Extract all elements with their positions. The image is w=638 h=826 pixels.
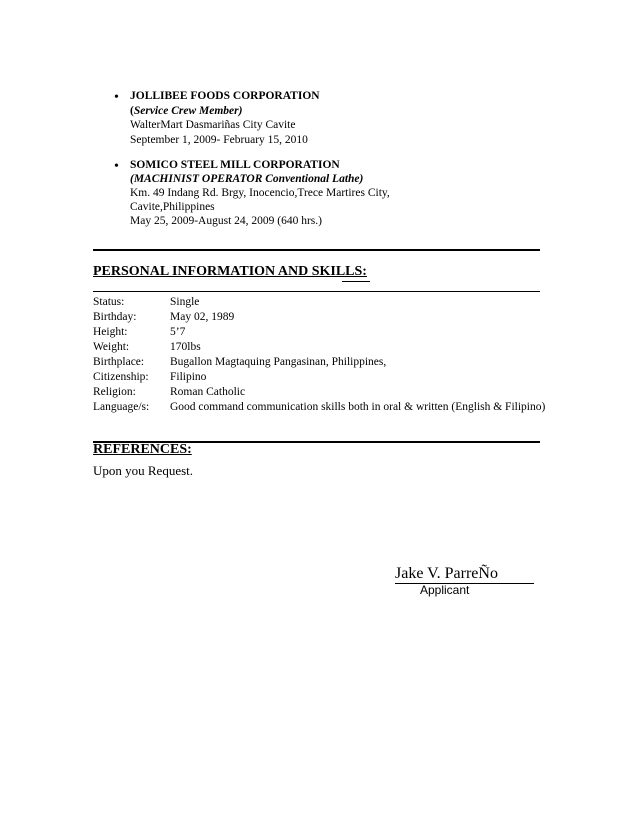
info-value: 5’7 bbox=[170, 326, 186, 338]
heading-underline-extension bbox=[342, 281, 370, 282]
company-name: SOMICO STEEL MILL CORPORATION bbox=[130, 159, 340, 171]
info-value: Bugallon Magtaquing Pangasinan, Philippines, bbox=[170, 356, 387, 368]
position-line bbox=[130, 105, 242, 117]
info-label: Weight: bbox=[93, 341, 130, 353]
section-divider bbox=[93, 291, 540, 292]
references-text: Upon you Request. bbox=[93, 463, 194, 478]
info-value: Good command communication skills both in oral & written (English & Filipino) bbox=[170, 401, 546, 413]
info-value: Roman Catholic bbox=[170, 386, 246, 398]
position-title: Service Crew Member) bbox=[133, 105, 243, 117]
location: WalterMart Dasmariñas City Cavite bbox=[130, 119, 296, 131]
info-label: Height: bbox=[93, 326, 128, 338]
bullet-icon: • bbox=[114, 90, 119, 105]
bullet-icon: • bbox=[114, 159, 119, 174]
info-label: Citizenship: bbox=[93, 371, 149, 383]
info-value: Single bbox=[170, 296, 200, 308]
section-divider bbox=[93, 249, 540, 251]
open-paren: ( bbox=[130, 105, 134, 117]
company-name: JOLLIBEE FOODS CORPORATION bbox=[130, 90, 320, 102]
signature-name: Jake V. ParreÑo bbox=[395, 565, 498, 582]
info-label: Language/s: bbox=[93, 401, 150, 413]
info-label: Birthday: bbox=[93, 311, 137, 323]
dates: September 1, 2009- February 15, 2010 bbox=[130, 134, 308, 146]
info-label: Religion: bbox=[93, 386, 136, 398]
address-line: Cavite,Philippines bbox=[130, 201, 215, 213]
section-heading: REFERENCES: bbox=[93, 442, 192, 457]
address-line: Km. 49 Indang Rd. Brgy, Inocencio,Trece Martires City, bbox=[130, 187, 390, 199]
signature-title: Applicant bbox=[420, 583, 470, 597]
info-value: 170lbs bbox=[170, 341, 201, 353]
section-heading: PERSONAL INFORMATION AND SKILLS: bbox=[93, 264, 367, 279]
position-title: (MACHINIST OPERATOR Conventional Lathe) bbox=[130, 173, 364, 185]
info-value: Filipino bbox=[170, 371, 207, 383]
dates: May 25, 2009-August 24, 2009 (640 hrs.) bbox=[130, 215, 322, 227]
info-label: Status: bbox=[93, 296, 125, 308]
info-value: May 02, 1989 bbox=[170, 311, 235, 323]
info-label: Birthplace: bbox=[93, 356, 145, 368]
